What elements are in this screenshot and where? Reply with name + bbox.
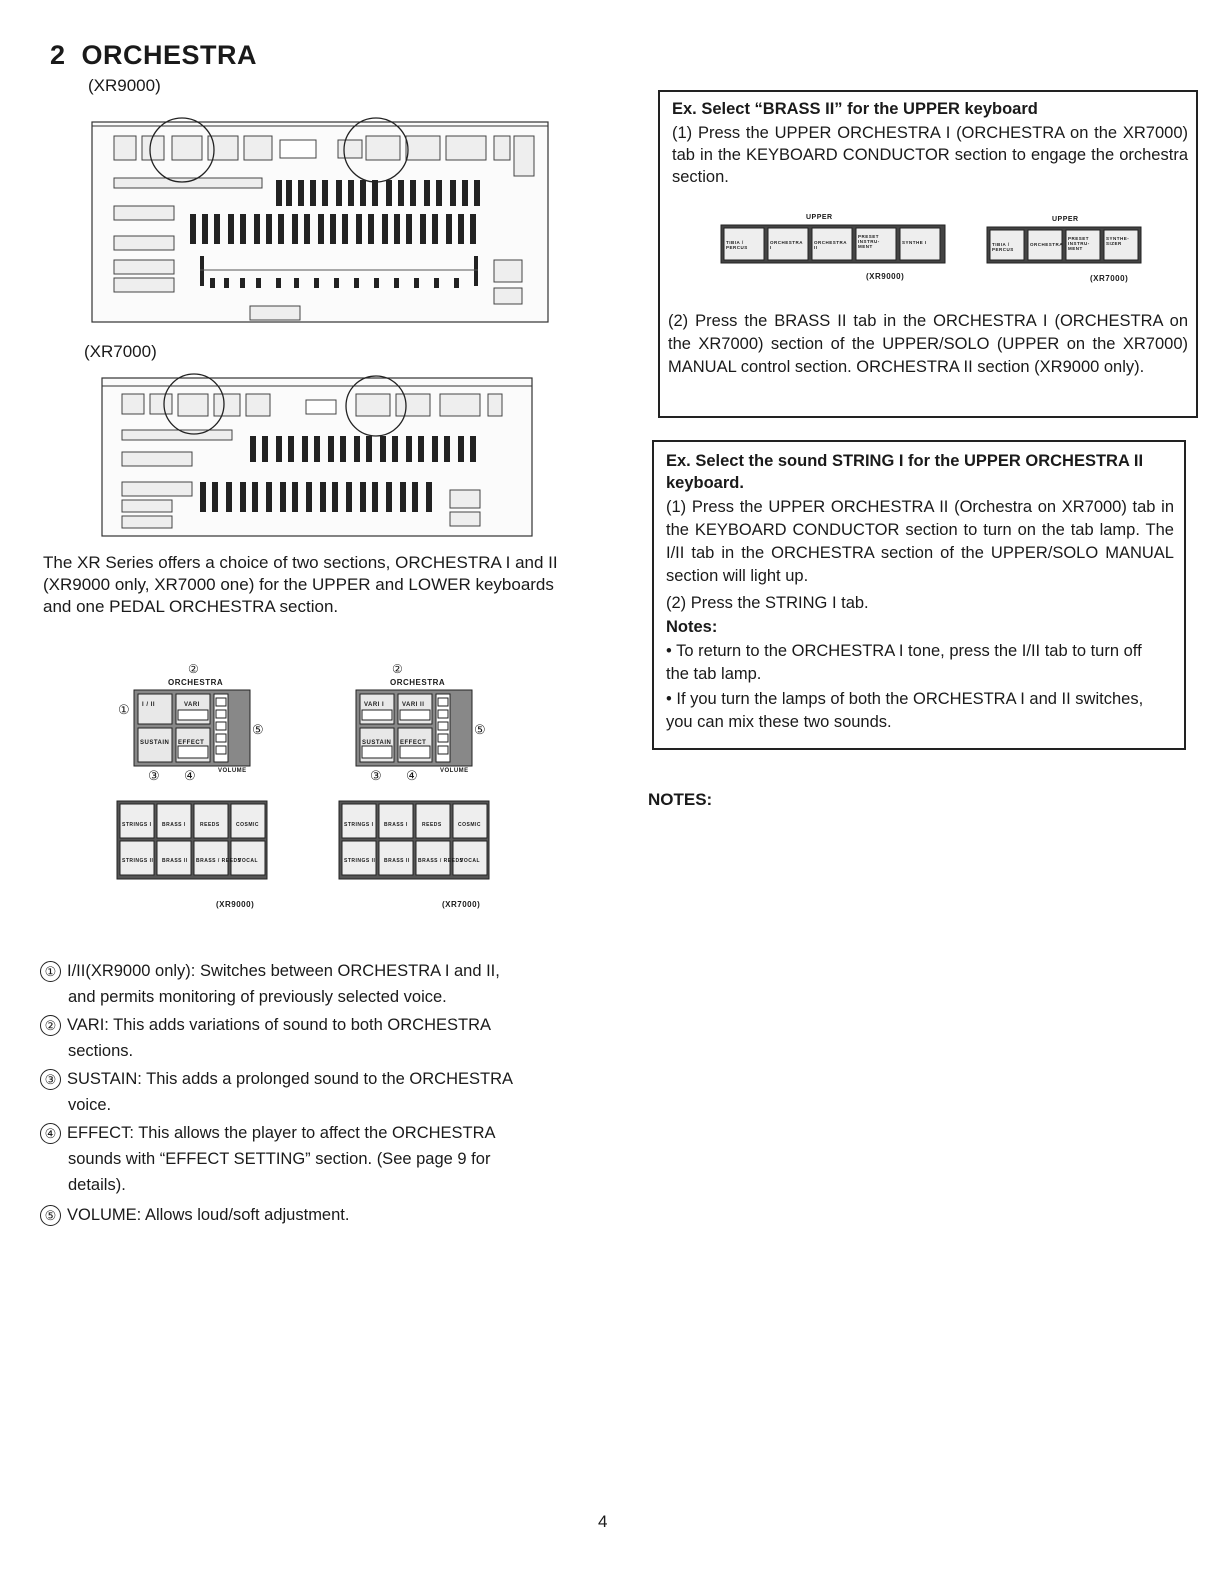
volume-label: VOLUME [440,768,469,774]
voice-brass-ii[interactable]: BRASS II [384,858,410,864]
voice-brass-reeds[interactable]: BRASS / REEDS [418,858,464,864]
volume-label: VOLUME [218,768,247,774]
legend-line: sections. [68,1042,134,1060]
tab-orchestra[interactable]: ORCHESTRA [1030,242,1064,247]
button-vari[interactable]: VARI [184,702,200,708]
orchestra-button-panel [132,688,252,768]
example-title: Ex. Select “BRASS II” for the UPPER keyboard [672,100,1038,118]
legend-item [40,1066,513,1118]
xr9000-label: (XR9000) [88,76,161,95]
legend-number: ④ [40,1123,61,1144]
notes-title: Notes: [666,618,718,636]
callout-4: ④ [184,768,196,783]
tab-synthe-i[interactable]: SYNTHE I [902,240,927,245]
button-effect[interactable]: EFFECT [178,740,205,746]
voice-strings-i[interactable]: STRINGS I [122,822,152,828]
callout-4: ④ [406,768,418,783]
orchestra-label: ORCHESTRA [390,678,446,687]
button-i-ii[interactable]: I / II [142,702,156,708]
example-step-1: (1) Press the UPPER ORCHESTRA II (Orchestra on XR7000) tab in the KEYBOARD CONDUCTOR section to turn on the tab lamp. The I/II tab in the ORCHESTRA section of the UPPER/SOLO MANUAL section will light up. [666,498,1174,585]
tabs-caption-xr7000: (XR7000) [1090,274,1129,283]
voice-reeds[interactable]: REEDS [200,822,220,828]
example-step-2: (2) Press the STRING I tab. [666,594,869,612]
legend-item [40,1012,491,1064]
tab-orchestra-ii[interactable]: ORCHESTRA II [814,240,847,250]
callout-2: ② [188,662,199,676]
example-box-string [652,440,1186,750]
legend-number: ① [40,961,61,982]
example-title: Ex. Select the sound STRING I for the UPPER ORCHESTRA II keyboard. [666,452,1144,492]
note-1: • To return to the ORCHESTRA I tone, press the I/II tab to turn off the tab lamp. [666,642,1142,683]
voice-tabs-xr7000 [338,800,490,880]
legend-line: voice. [68,1096,112,1114]
legend-item [40,958,500,1010]
legend-item [40,1120,496,1198]
orchestra-button-panel [354,688,474,768]
legend-line: and permits monitoring of previously selected voice. [68,988,447,1006]
tab-preset-instrument[interactable]: PRESET INSTRU-MENT [1068,236,1090,251]
tab-synthesizer[interactable]: SYNTHE-SIZER [1106,236,1130,246]
button-vari-ii[interactable]: VARI II [402,702,425,708]
callout-1: ① [118,702,130,717]
notes-heading: NOTES: [648,790,713,809]
example-step-2: (2) Press the BRASS II tab in the ORCHESTRA I (ORCHESTRA on the XR7000) section of the UPPER/SOLO (UPPER on the XR7000) MANUAL control section. ORCHESTRA II section (XR9000 only). [668,312,1188,376]
legend-line: SUSTAIN: This adds a prolonged sound to the ORCHESTRA [67,1070,514,1088]
legend-line: sounds with “EFFECT SETTING” section. (See page 9 for [68,1150,491,1168]
button-sustain[interactable]: SUSTAIN [140,740,170,746]
xr7000-organ-illustration [100,370,540,540]
panel-caption-xr7000: (XR7000) [442,900,481,909]
voice-cosmic[interactable]: COSMIC [236,822,259,828]
legend-number: ⑤ [40,1205,61,1226]
voice-strings-ii[interactable]: STRINGS II [344,858,376,864]
voice-vocal[interactable]: VOCAL [238,858,258,864]
voice-tabs-xr9000 [116,800,268,880]
legend-number: ② [40,1015,61,1036]
button-sustain[interactable]: SUSTAIN [362,740,392,746]
legend-line: I/II(XR9000 only): Switches between ORCHESTRA I and II, [67,962,500,980]
button-vari-i[interactable]: VARI I [364,702,385,708]
xr7000-label: (XR7000) [84,342,157,361]
callout-2: ② [392,662,403,676]
voice-brass-ii[interactable]: BRASS II [162,858,188,864]
example-box-brass [658,90,1198,418]
page-number: 4 [598,1512,608,1531]
voice-strings-ii[interactable]: STRINGS II [122,858,154,864]
voice-brass-i[interactable]: BRASS I [162,822,186,828]
xr9000-organ-illustration [90,110,558,326]
upper-label: UPPER [806,214,833,221]
button-effect[interactable]: EFFECT [400,740,427,746]
tab-tibia-percus[interactable]: TIBIA / PERCUS [992,242,1014,252]
legend-number: ③ [40,1069,61,1090]
callout-3: ③ [370,768,382,783]
tabs-caption-xr9000: (XR9000) [866,272,905,281]
callout-3: ③ [148,768,160,783]
voice-strings-i[interactable]: STRINGS I [344,822,374,828]
section-title [50,40,257,71]
example-step-1: (1) Press the UPPER ORCHESTRA I (ORCHESTRA on the XR7000) tab in the KEYBOARD CONDUCTOR section to engage the orchestra section. [672,124,1188,186]
orchestra-label: ORCHESTRA [168,678,224,687]
orchestra-panel-xr7000 [338,662,508,912]
note-2: • If you turn the lamps of both the ORCHESTRA I and II switches, you can mix these two sounds. [666,690,1144,731]
panel-caption-xr9000: (XR9000) [216,900,255,909]
legend-line: VOLUME: Allows loud/soft adjustment. [67,1206,350,1224]
voice-brass-reeds[interactable]: BRASS / REEDS [196,858,242,864]
tab-orchestra-i[interactable]: ORCHESTRA I [770,240,803,250]
tab-tibia-percus[interactable]: TIBIA / PERCUS [726,240,748,250]
voice-brass-i[interactable]: BRASS I [384,822,408,828]
intro-paragraph: The XR Series offers a choice of two sections, ORCHESTRA I and II (XR9000 only, XR7000 one) for the UPPER and LOWER keyboards and one PEDAL ORCHESTRA section. [43,553,558,616]
legend-item [40,1202,349,1228]
section-name: ORCHESTRA [81,40,258,70]
legend-line: EFFECT: This allows the player to affect the ORCHESTRA [67,1124,496,1142]
callout-5: ⑤ [474,722,486,737]
legend-line: details). [68,1176,126,1194]
upper-label: UPPER [1052,216,1079,223]
callout-5: ⑤ [252,722,264,737]
legend-line: VARI: This adds variations of sound to both ORCHESTRA [67,1016,491,1034]
section-number: 2 [50,40,66,70]
tab-preset-instrument[interactable]: PRESET INSTRU-MENT [858,234,880,249]
voice-cosmic[interactable]: COSMIC [458,822,481,828]
legend-list [40,958,560,1238]
voice-reeds[interactable]: REEDS [422,822,442,828]
orchestra-panel-xr9000 [116,662,276,912]
voice-vocal[interactable]: VOCAL [460,858,480,864]
